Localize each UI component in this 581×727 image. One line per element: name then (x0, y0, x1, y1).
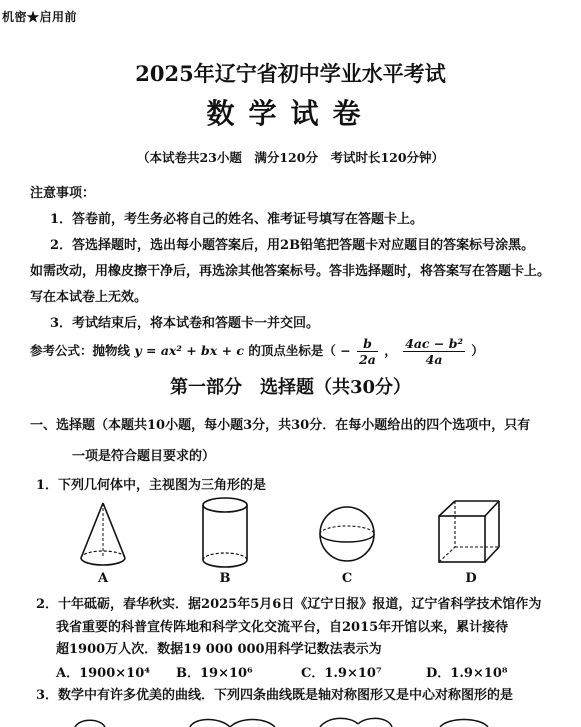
reference-formula: 参考公式：抛物线 y = ax² + bx + c 的顶点坐标是（ − $\frac{b}{2a}$ ， $\frac{\text{4ac − b²}}{4a}$ ） (30, 336, 484, 367)
paper-title: 数学试卷 (206, 97, 375, 130)
question-3-stem: 3．数学中有许多优美的曲线．下列四条曲线既是轴对称图形又是中心对称图形的是 (36, 688, 514, 703)
section-title: 第一部分 选择题（共30分） (169, 377, 412, 398)
formula-equation: y = ax² + bx + c (134, 343, 245, 358)
vertex-y-numerator: 4ac − b² (405, 336, 463, 351)
note-1: 1．答卷前，考生务必将自己的姓名、准考证号填写在答题卡上。 (50, 212, 424, 227)
question-3-curve-figures (70, 716, 550, 727)
formula-close: ） (471, 343, 484, 358)
note-2-line3: 写在本试卷上无效。 (30, 290, 148, 305)
sphere-figure (318, 502, 376, 566)
question-2-option-d: D．1.9×10⁸ (426, 666, 508, 681)
option-d-label: D (465, 571, 477, 586)
question-2-option-c: C．1.9×10⁷ (301, 666, 382, 681)
formula-lead: 参考公式：抛物线 (30, 343, 131, 358)
notes-heading: 注意事项： (30, 186, 96, 201)
note-2-line2: 如需改动，用橡皮擦干净后，再选涂其他答案标号。答非选择题时，将答案写在答题卡上。 (30, 264, 551, 279)
vertex-y-denominator: 4a (425, 352, 443, 367)
vertex-x-numerator: b (357, 336, 378, 352)
cube-figure (436, 498, 502, 568)
exam-info: （本试卷共23小题 满分120分 考试时长120分钟） (136, 150, 445, 165)
vertex-x-fraction (357, 336, 378, 367)
vertex-y-fraction (403, 336, 465, 367)
question-2-line1: 2．十年砥砺，春华秋实．据2025年5月6日《辽宁日报》报道，辽宁省科学技术馆作为 (36, 597, 542, 612)
note-3: 3．考试结束后，将本试卷和答题卡一并交回。 (50, 316, 320, 331)
cone-figure (78, 500, 128, 572)
question-2-line2: 我省重要的科普宣传阵地和科学文化交流平台，自2015年开馆以来，累计接待 (56, 620, 509, 635)
option-a-label: A (97, 571, 109, 586)
option-c-label: C (341, 571, 353, 586)
section-intro-line2: 一项是符合题目要求的） (72, 449, 216, 464)
question-1-stem: 1．下列几何体中，主视图为三角形的是 (36, 478, 267, 493)
confidential-mark: 机密★启用前 (2, 10, 78, 24)
question-2-line3: 超1900万人次．数据19 000 000用科学记数法表示为 (56, 642, 382, 657)
cylinder-figure (200, 496, 250, 572)
section-intro-line1: 一、选择题（本题共10小题，每小题3分，共30分．在每小题给出的四个选项中，只有 (30, 418, 531, 433)
question-2-option-b: B．19×10⁶ (176, 666, 253, 681)
formula-mid: 的顶点坐标是（ (248, 343, 336, 358)
option-b-label: B (219, 571, 231, 586)
question-2-option-a: A．1900×10⁴ (56, 666, 150, 681)
note-2-line1: 2．答选择题时，选出每小题答案后，用2B铅笔把答题卡对应题目的答案标号涂黑。 (50, 238, 535, 253)
vertex-x-denominator: 2a (359, 352, 376, 367)
exam-title: 2025年辽宁省初中学业水平考试 (135, 61, 446, 86)
